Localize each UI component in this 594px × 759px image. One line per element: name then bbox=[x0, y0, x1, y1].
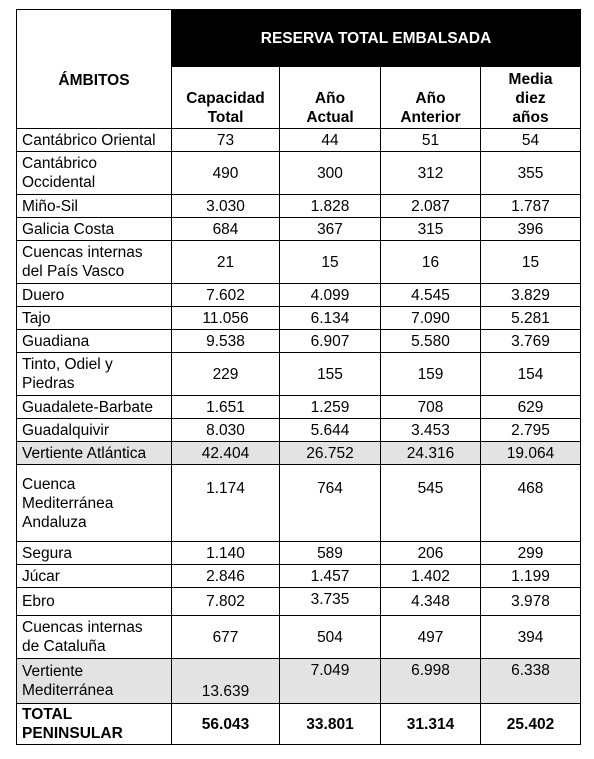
ano-anterior-cell: 31.314 bbox=[381, 704, 481, 745]
ano-anterior-cell: 4.545 bbox=[381, 284, 481, 307]
capacidad-total-cell: 21 bbox=[172, 241, 280, 284]
media-diez-anos-cell: 19.064 bbox=[481, 442, 581, 465]
row-name: Guadalete-Barbate bbox=[17, 396, 172, 419]
ano-anterior-cell: 159 bbox=[381, 353, 481, 396]
ano-actual-cell: 26.752 bbox=[280, 442, 381, 465]
ano-actual-cell: 1.259 bbox=[280, 396, 381, 419]
media-diez-anos-cell: 25.402 bbox=[481, 704, 581, 745]
media-diez-anos-cell: 2.795 bbox=[481, 419, 581, 442]
ano-actual-cell: 589 bbox=[280, 542, 381, 565]
media-diez-anos-cell: 396 bbox=[481, 218, 581, 241]
media-diez-anos-cell: 629 bbox=[481, 396, 581, 419]
capacidad-total-cell: 1.174 bbox=[172, 465, 280, 542]
row-name: Cantábrico Occidental bbox=[17, 152, 172, 195]
ano-anterior-cell: 5.580 bbox=[381, 330, 481, 353]
capacidad-total-cell: 1.140 bbox=[172, 542, 280, 565]
media-diez-anos-cell: 3.829 bbox=[481, 284, 581, 307]
header-ambitos: ÁMBITOS bbox=[17, 10, 172, 129]
ano-actual-cell: 3.735 bbox=[280, 588, 381, 616]
capacidad-total-cell: 684 bbox=[172, 218, 280, 241]
header-media-diez-anos: Media diez años bbox=[481, 67, 581, 129]
row-name: Galicia Costa bbox=[17, 218, 172, 241]
table-row bbox=[17, 542, 581, 565]
table-row bbox=[17, 330, 581, 353]
ano-actual-cell: 504 bbox=[280, 616, 381, 659]
ano-actual-cell: 155 bbox=[280, 353, 381, 396]
media-diez-anos-cell: 394 bbox=[481, 616, 581, 659]
table-row bbox=[17, 465, 581, 542]
ano-actual-cell: 1.828 bbox=[280, 195, 381, 218]
row-name: Cantábrico Oriental bbox=[17, 129, 172, 152]
ano-anterior-cell: 1.402 bbox=[381, 565, 481, 588]
row-name: Vertiente Mediterránea bbox=[17, 659, 172, 704]
capacidad-total-cell: 677 bbox=[172, 616, 280, 659]
row-name: Guadiana bbox=[17, 330, 172, 353]
table-row bbox=[17, 284, 581, 307]
ano-actual-cell: 764 bbox=[280, 465, 381, 542]
row-name: Segura bbox=[17, 542, 172, 565]
row-name: Duero bbox=[17, 284, 172, 307]
ano-actual-cell: 15 bbox=[280, 241, 381, 284]
table-row bbox=[17, 565, 581, 588]
ano-anterior-cell: 315 bbox=[381, 218, 481, 241]
row-name: Tinto, Odiel y Piedras bbox=[17, 353, 172, 396]
media-diez-anos-cell: 154 bbox=[481, 353, 581, 396]
capacidad-total-cell: 3.030 bbox=[172, 195, 280, 218]
ano-actual-cell: 33.801 bbox=[280, 704, 381, 745]
ano-actual-cell: 4.099 bbox=[280, 284, 381, 307]
table-row bbox=[17, 307, 581, 330]
table-row bbox=[17, 218, 581, 241]
subtotal-row bbox=[17, 659, 581, 704]
media-diez-anos-cell: 3.978 bbox=[481, 588, 581, 616]
ano-actual-cell: 1.457 bbox=[280, 565, 381, 588]
table-row bbox=[17, 129, 581, 152]
capacidad-total-cell: 9.538 bbox=[172, 330, 280, 353]
row-name: TOTAL PENINSULAR bbox=[17, 704, 172, 745]
media-diez-anos-cell: 15 bbox=[481, 241, 581, 284]
subtotal-row bbox=[17, 442, 581, 465]
row-name: Cuencas internas de Cataluña bbox=[17, 616, 172, 659]
ano-anterior-cell: 3.453 bbox=[381, 419, 481, 442]
capacidad-total-cell: 2.846 bbox=[172, 565, 280, 588]
capacidad-total-cell: 229 bbox=[172, 353, 280, 396]
ano-actual-cell: 5.644 bbox=[280, 419, 381, 442]
ano-anterior-cell: 4.348 bbox=[381, 588, 481, 616]
ano-anterior-cell: 16 bbox=[381, 241, 481, 284]
capacidad-total-cell: 7.602 bbox=[172, 284, 280, 307]
table-row bbox=[17, 616, 581, 659]
media-diez-anos-cell: 5.281 bbox=[481, 307, 581, 330]
header-ano-anterior: Año Anterior bbox=[381, 67, 481, 129]
media-diez-anos-cell: 54 bbox=[481, 129, 581, 152]
ano-actual-cell: 44 bbox=[280, 129, 381, 152]
ano-actual-cell: 367 bbox=[280, 218, 381, 241]
row-name: Tajo bbox=[17, 307, 172, 330]
header-capacidad-total: Capacidad Total bbox=[172, 67, 280, 129]
row-name: Cuencas internas del País Vasco bbox=[17, 241, 172, 284]
table-row bbox=[17, 396, 581, 419]
table-row bbox=[17, 353, 581, 396]
ano-anterior-cell: 206 bbox=[381, 542, 481, 565]
ano-anterior-cell: 708 bbox=[381, 396, 481, 419]
ano-actual-cell: 6.134 bbox=[280, 307, 381, 330]
ano-anterior-cell: 51 bbox=[381, 129, 481, 152]
ano-actual-cell: 300 bbox=[280, 152, 381, 195]
media-diez-anos-cell: 299 bbox=[481, 542, 581, 565]
ano-actual-cell: 6.907 bbox=[280, 330, 381, 353]
row-name: Vertiente Atlántica bbox=[17, 442, 172, 465]
capacidad-total-cell: 7.802 bbox=[172, 588, 280, 616]
table-row bbox=[17, 195, 581, 218]
header-ano-actual: Año Actual bbox=[280, 67, 381, 129]
capacidad-total-cell: 56.043 bbox=[172, 704, 280, 745]
media-diez-anos-cell: 1.787 bbox=[481, 195, 581, 218]
media-diez-anos-cell: 468 bbox=[481, 465, 581, 542]
ano-anterior-cell: 6.998 bbox=[381, 659, 481, 704]
row-name: Ebro bbox=[17, 588, 172, 616]
row-name: Cuenca Mediterránea Andaluza bbox=[17, 465, 172, 542]
table-row bbox=[17, 419, 581, 442]
table-row bbox=[17, 588, 581, 616]
ano-anterior-cell: 545 bbox=[381, 465, 481, 542]
table-row bbox=[17, 241, 581, 284]
ano-anterior-cell: 24.316 bbox=[381, 442, 481, 465]
reservoir-table bbox=[16, 9, 581, 745]
row-name: Júcar bbox=[17, 565, 172, 588]
row-name: Guadalquivir bbox=[17, 419, 172, 442]
capacidad-total-cell: 73 bbox=[172, 129, 280, 152]
media-diez-anos-cell: 355 bbox=[481, 152, 581, 195]
media-diez-anos-cell: 6.338 bbox=[481, 659, 581, 704]
row-name: Miño-Sil bbox=[17, 195, 172, 218]
table-row bbox=[17, 152, 581, 195]
capacidad-total-cell: 42.404 bbox=[172, 442, 280, 465]
capacidad-total-cell: 490 bbox=[172, 152, 280, 195]
ano-anterior-cell: 497 bbox=[381, 616, 481, 659]
media-diez-anos-cell: 1.199 bbox=[481, 565, 581, 588]
capacidad-total-cell: 13.639 bbox=[172, 659, 280, 704]
capacidad-total-cell: 11.056 bbox=[172, 307, 280, 330]
media-diez-anos-cell: 3.769 bbox=[481, 330, 581, 353]
ano-anterior-cell: 312 bbox=[381, 152, 481, 195]
capacidad-total-cell: 8.030 bbox=[172, 419, 280, 442]
ano-anterior-cell: 2.087 bbox=[381, 195, 481, 218]
total-row bbox=[17, 704, 581, 745]
ano-actual-cell: 7.049 bbox=[280, 659, 381, 704]
ano-anterior-cell: 7.090 bbox=[381, 307, 481, 330]
capacidad-total-cell: 1.651 bbox=[172, 396, 280, 419]
header-reserva-total: RESERVA TOTAL EMBALSADA bbox=[172, 10, 581, 67]
